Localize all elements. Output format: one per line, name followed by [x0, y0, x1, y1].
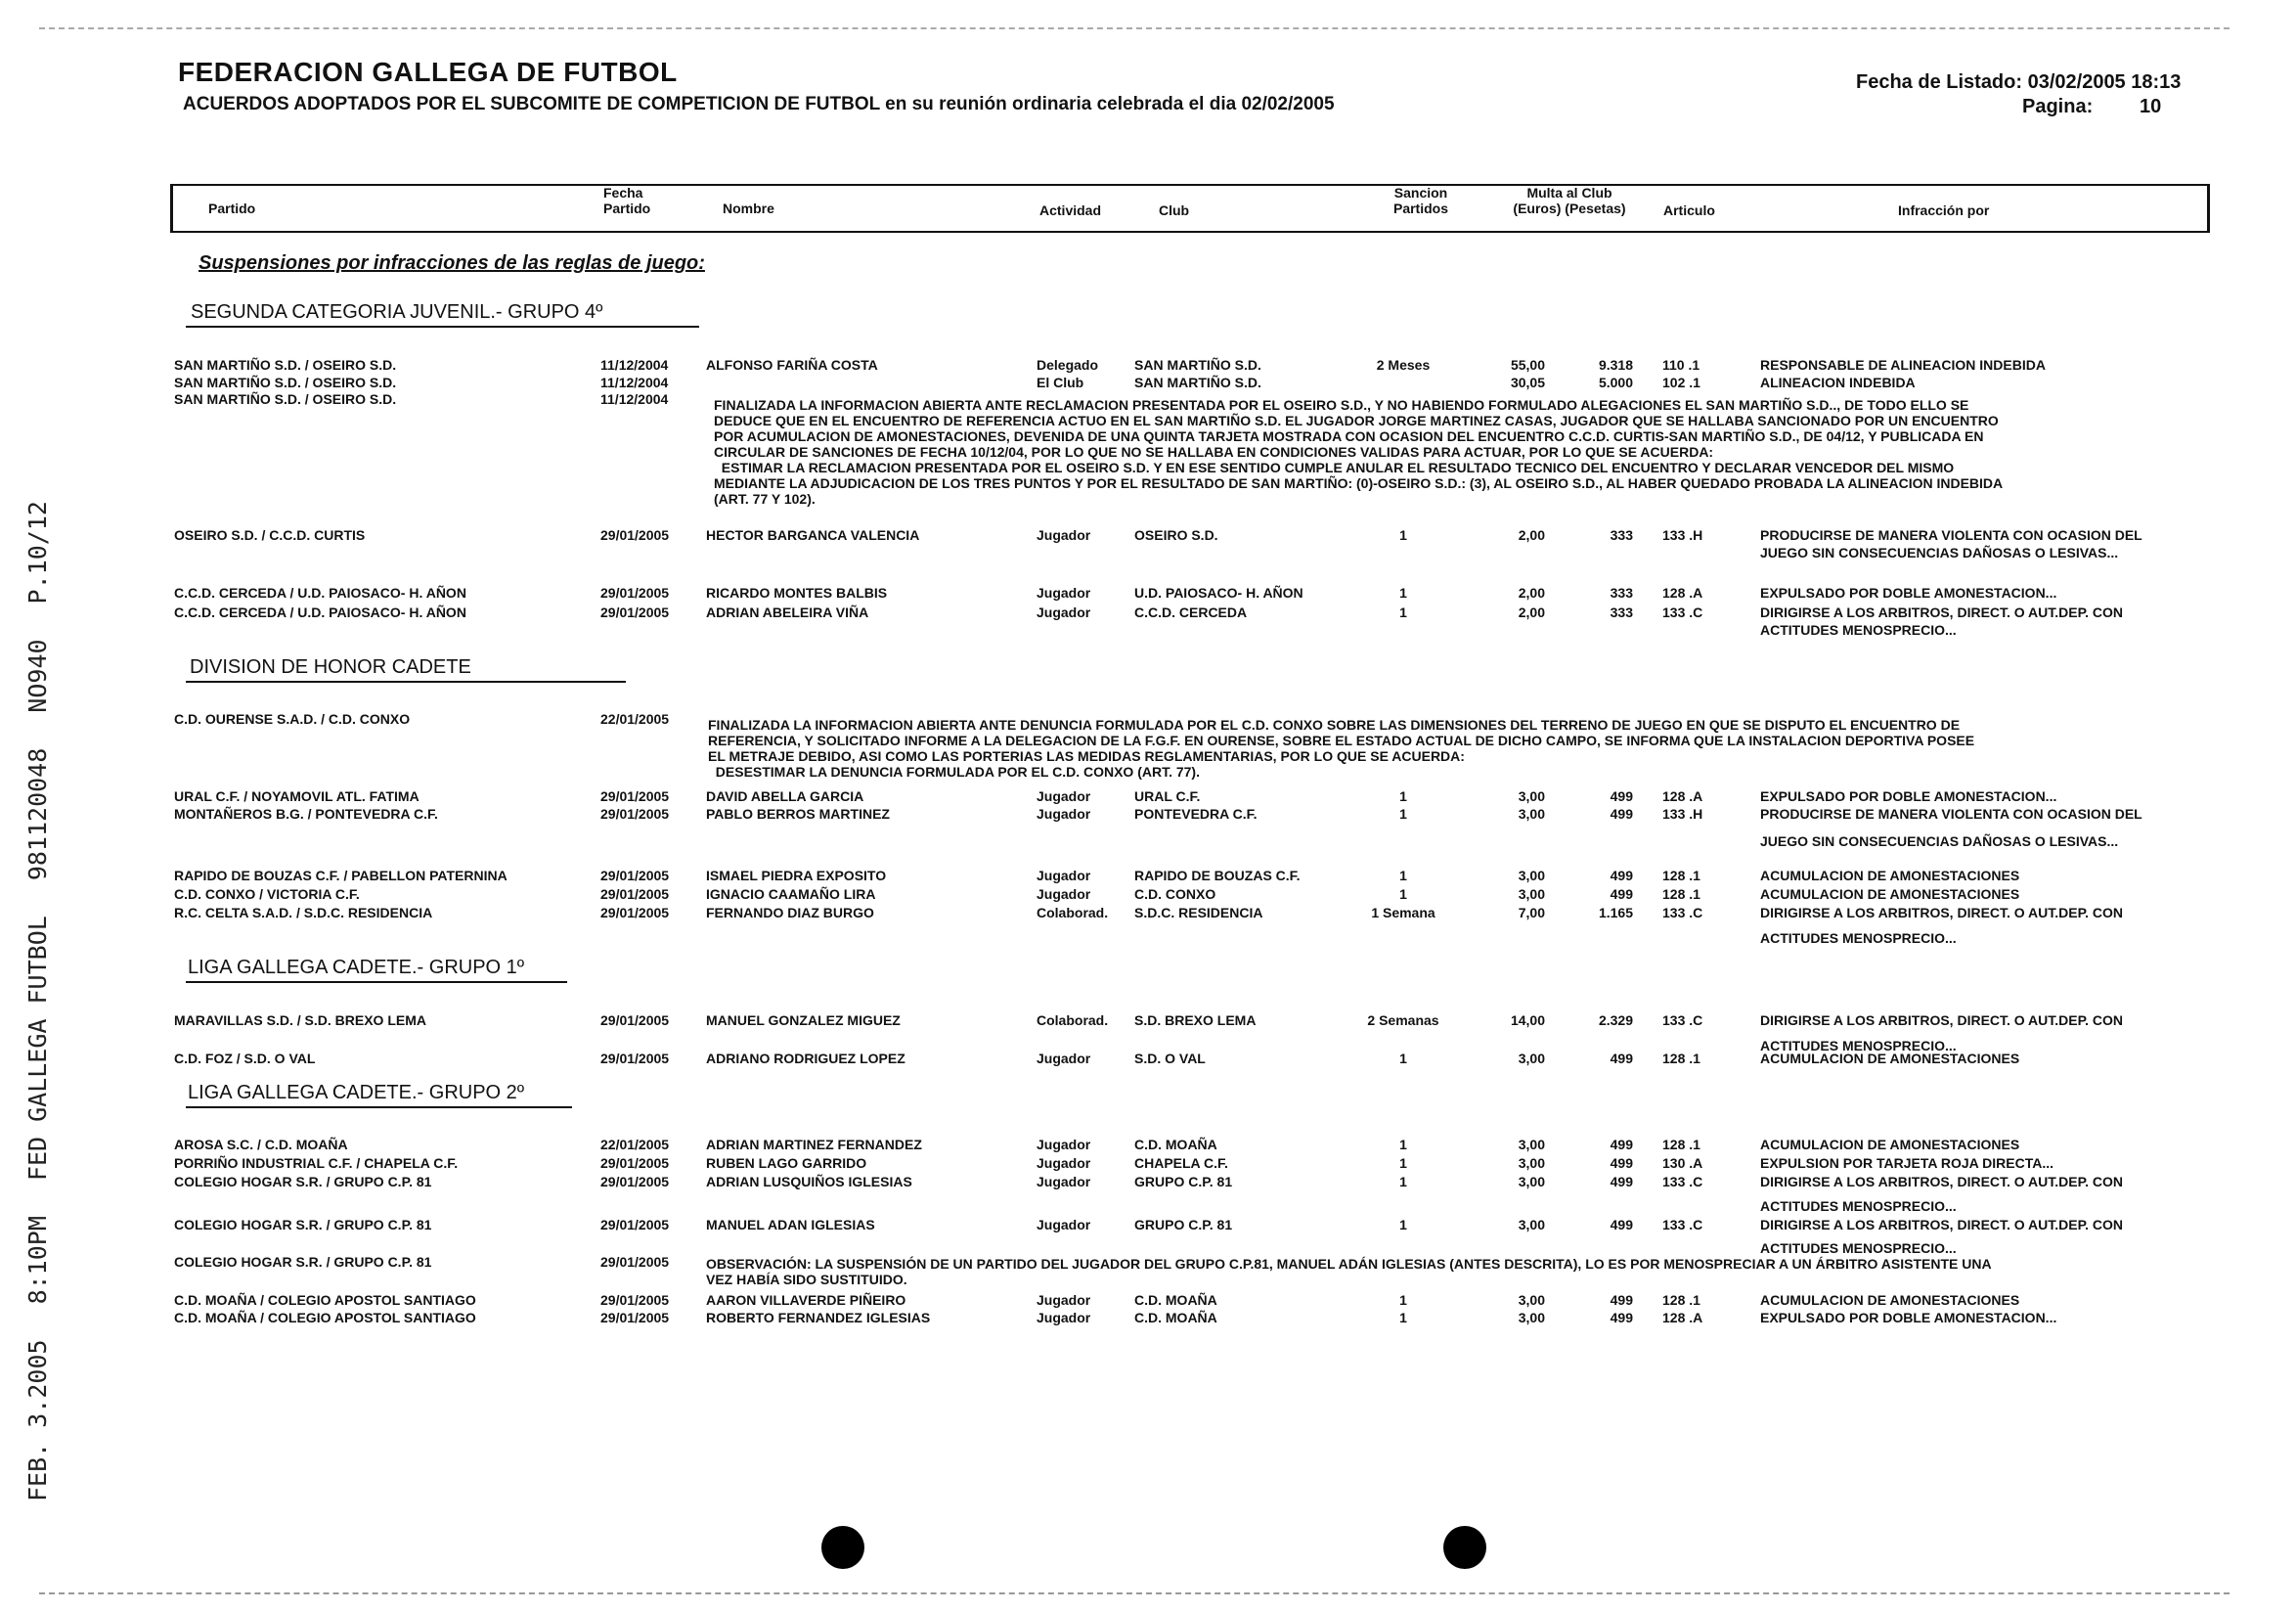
- table-row-continuation: [0, 833, 2296, 849]
- activity: Jugador: [1037, 1137, 1091, 1152]
- document-subtitle: ACUERDOS ADOPTADOS POR EL SUBCOMITE DE COMPETICION DE FUTBOL en su reunión ordinaria celebrada el dia 02/02/2005: [183, 94, 1335, 114]
- group-underline: [186, 681, 626, 683]
- col-club: Club: [1159, 202, 1190, 218]
- note-line: ESTIMAR LA RECLAMACION PRESENTADA POR EL OSEIRO S.D. Y EN ESE SENTIDO CUMPLE ANULAR EL RESULTADO TECNICO DEL ENCUENTRO Y DECLARAR VENCEDOR DEL MISMO: [714, 460, 1955, 475]
- match-date: 29/01/2005: [600, 1012, 670, 1028]
- group-title: LIGA GALLEGA CADETE.- GRUPO 2º: [188, 1082, 525, 1103]
- infraction: JUEGO SIN CONSECUENCIAS DAÑOSAS O LESIVAS...: [1760, 545, 2119, 560]
- club: S.D. BREXO LEMA: [1134, 1012, 1257, 1028]
- match-date: 29/01/2005: [600, 905, 670, 920]
- table-row: [0, 1051, 2296, 1066]
- person-name: ALFONSO FARIÑA COSTA: [706, 357, 878, 373]
- fine-euros: 7,00: [1518, 905, 1545, 920]
- table-row-continuation: [0, 545, 2296, 560]
- match: C.C.D. CERCEDA / U.D. PAIOSACO- H. AÑON: [174, 604, 466, 620]
- fine-pesetas: 1.165: [1598, 905, 1633, 920]
- col-infraction: Infracción por: [1898, 202, 1990, 218]
- article: 110 .1: [1662, 357, 1700, 373]
- club: U.D. PAIOSACO- H. AÑON: [1134, 585, 1303, 601]
- article: 128 .1: [1662, 886, 1700, 902]
- table-row: [0, 868, 2296, 883]
- match-date: 11/12/2004: [600, 375, 669, 390]
- col-fine-2: (Euros) (Pesetas): [1513, 201, 1626, 216]
- match-date: 29/01/2005: [600, 585, 670, 601]
- fax-time: 8:10PM: [23, 1216, 52, 1305]
- fax-sender: FED GALLEGA FUTBOL: [23, 916, 52, 1182]
- match: MONTAÑEROS B.G. / PONTEVEDRA C.F.: [174, 806, 438, 822]
- infraction: ACTITUDES MENOSPRECIO...: [1760, 1038, 1957, 1053]
- sanction: 1: [1399, 1137, 1407, 1152]
- sanction: 1: [1399, 1155, 1407, 1171]
- fine-pesetas: 499: [1610, 1217, 1633, 1232]
- fine-pesetas: 333: [1610, 585, 1633, 601]
- match-date: 22/01/2005: [600, 711, 670, 727]
- activity: Jugador: [1037, 1174, 1091, 1189]
- infraction: RESPONSABLE DE ALINEACION INDEBIDA: [1760, 357, 2046, 373]
- club: RAPIDO DE BOUZAS C.F.: [1134, 868, 1301, 883]
- article: 130 .A: [1662, 1155, 1703, 1171]
- match: C.D. OURENSE S.A.D. / C.D. CONXO: [174, 711, 411, 727]
- resolution-note: [714, 397, 2003, 507]
- sanction: 1: [1399, 868, 1407, 883]
- observation-note: [706, 1256, 1992, 1287]
- sanction: 1: [1399, 585, 1407, 601]
- infraction: EXPULSADO POR DOBLE AMONESTACION...: [1760, 585, 2057, 601]
- sanction: 2 Meses: [1376, 357, 1431, 373]
- fax-top-edge: [39, 27, 2230, 29]
- sanction: 1: [1399, 1174, 1407, 1189]
- page-number: 10: [2140, 96, 2162, 117]
- col-article: Articulo: [1663, 202, 1715, 218]
- sanction: 1: [1399, 886, 1407, 902]
- note-line: DEDUCE QUE EN EL ENCUENTRO DE REFERENCIA ACTUO EN EL SAN MARTIÑO S.D. EL JUGADOR JORGE MARTINEZ CASAS, JUGADOR QUE SE HALLABA SANCIONADO POR UN ENCUENTRO: [714, 413, 1999, 428]
- table-row: [0, 585, 2296, 601]
- match: OSEIRO S.D. / C.C.D. CURTIS: [174, 527, 366, 543]
- activity: Jugador: [1037, 1051, 1091, 1066]
- note-line: OBSERVACIÓN: LA SUSPENSIÓN DE UN PARTIDO DEL JUGADOR DEL GRUPO C.P.81, MANUEL ADÁN IGLESIAS (ANTES DESCRITA), LO ES POR MENOSPRECIAR A UN ÁRBITRO ASISTENTE UNA: [706, 1256, 1992, 1272]
- person-name: HECTOR BARGANCA VALENCIA: [706, 527, 920, 543]
- resolution-note: [708, 717, 1974, 780]
- person-name: ADRIAN LUSQUIÑOS IGLESIAS: [706, 1174, 912, 1189]
- article: 102 .1: [1662, 375, 1700, 390]
- match: C.D. FOZ / S.D. O VAL: [174, 1051, 316, 1066]
- group-title: SEGUNDA CATEGORIA JUVENIL.- GRUPO 4º: [191, 301, 603, 323]
- match: COLEGIO HOGAR S.R. / GRUPO C.P. 81: [174, 1217, 432, 1232]
- fine-pesetas: 499: [1610, 1174, 1633, 1189]
- article: 128 .1: [1662, 1137, 1700, 1152]
- activity: Jugador: [1037, 1155, 1091, 1171]
- activity: Colaborad.: [1037, 1012, 1109, 1028]
- match-date: 29/01/2005: [600, 527, 670, 543]
- person-name: ISMAEL PIEDRA EXPOSITO: [706, 868, 887, 883]
- activity: Jugador: [1037, 788, 1091, 804]
- match-date: 29/01/2005: [600, 1217, 670, 1232]
- person-name: DAVID ABELLA GARCIA: [706, 788, 864, 804]
- match-date: 11/12/2004: [600, 357, 669, 373]
- table-row: [0, 886, 2296, 902]
- fax-doc-no: NO940: [23, 639, 52, 713]
- person-name: ADRIANO RODRIGUEZ LOPEZ: [706, 1051, 905, 1066]
- person-name: AARON VILLAVERDE PIÑEIRO: [706, 1292, 906, 1308]
- sanction: 1: [1399, 527, 1407, 543]
- fine-pesetas: 5.000: [1598, 375, 1633, 390]
- club: URAL C.F.: [1134, 788, 1201, 804]
- table-row: [0, 1155, 2296, 1171]
- match: R.C. CELTA S.A.D. / S.D.C. RESIDENCIA: [174, 905, 433, 920]
- table-row: [0, 1012, 2296, 1028]
- article: 128 .1: [1662, 868, 1700, 883]
- match: COLEGIO HOGAR S.R. / GRUPO C.P. 81: [174, 1174, 432, 1189]
- person-name: FERNANDO DIAZ BURGO: [706, 905, 874, 920]
- fine-pesetas: 499: [1610, 1051, 1633, 1066]
- match: AROSA S.C. / C.D. MOAÑA: [174, 1137, 348, 1152]
- activity: Colaborad.: [1037, 905, 1109, 920]
- fine-euros: 2,00: [1518, 604, 1545, 620]
- infraction: ACTITUDES MENOSPRECIO...: [1760, 1240, 1957, 1256]
- fine-euros: 3,00: [1518, 788, 1545, 804]
- note-line: (ART. 77 Y 102).: [714, 491, 816, 507]
- sanction: 1: [1399, 604, 1407, 620]
- match: PORRIÑO INDUSTRIAL C.F. / CHAPELA C.F.: [174, 1155, 459, 1171]
- listing-date: Fecha de Listado: 03/02/2005 18:13: [1856, 71, 2182, 93]
- club: SAN MARTIÑO S.D.: [1134, 375, 1261, 390]
- infraction: DIRIGIRSE A LOS ARBITROS, DIRECT. O AUT.DEP. CON: [1760, 1217, 2124, 1232]
- fine-pesetas: 499: [1610, 868, 1633, 883]
- infraction: ACUMULACION DE AMONESTACIONES: [1760, 886, 2020, 902]
- note-line: EL METRAJE DEBIDO, ASI COMO LAS PORTERIAS LAS MEDIDAS REGLAMENTARIAS, POR LO QUE SE ACUERDA:: [708, 748, 1465, 764]
- table-row: [0, 604, 2296, 620]
- match-date: 11/12/2004: [600, 391, 669, 407]
- infraction: EXPULSADO POR DOBLE AMONESTACION...: [1760, 788, 2057, 804]
- fine-euros: 30,05: [1510, 375, 1545, 390]
- match-date: 29/01/2005: [600, 788, 670, 804]
- sanction: 1: [1399, 1217, 1407, 1232]
- match: RAPIDO DE BOUZAS C.F. / PABELLON PATERNINA: [174, 868, 508, 883]
- match-date: 29/01/2005: [600, 1174, 670, 1189]
- activity: Jugador: [1037, 1310, 1091, 1325]
- note-line: POR ACUMULACION DE AMONESTACIONES, DEVENIDA DE UNA QUINTA TARJETA MOSTRADA CON OCASION DEL ENCUENTRO C.C.D. CURTIS-SAN MARTIÑO S.D., DE 04/12, Y PUBLICADA EN: [714, 428, 1984, 444]
- col-date-2: Partido: [603, 201, 651, 216]
- infraction: ALINEACION INDEBIDA: [1760, 375, 1916, 390]
- club: OSEIRO S.D.: [1134, 527, 1218, 543]
- article: 133 .H: [1662, 806, 1703, 822]
- sanction: 1 Semana: [1371, 905, 1435, 920]
- activity: Jugador: [1037, 806, 1091, 822]
- fax-page: P.10/12: [23, 501, 52, 604]
- article: 133 .C: [1662, 604, 1703, 620]
- club: SAN MARTIÑO S.D.: [1134, 357, 1261, 373]
- fine-euros: 2,00: [1518, 585, 1545, 601]
- table-row: [0, 806, 2296, 822]
- table-row-continuation: [0, 1198, 2296, 1214]
- infraction: ACTITUDES MENOSPRECIO...: [1760, 1198, 1957, 1214]
- table-row: [0, 1137, 2296, 1152]
- article: 133 .C: [1662, 1012, 1703, 1028]
- match-date: 29/01/2005: [600, 868, 670, 883]
- col-activity: Actividad: [1039, 202, 1102, 218]
- match-date: 29/01/2005: [600, 886, 670, 902]
- col-name: Nombre: [723, 201, 774, 216]
- fine-euros: 3,00: [1518, 868, 1545, 883]
- fine-pesetas: 333: [1610, 527, 1633, 543]
- person-name: MANUEL GONZALEZ MIGUEZ: [706, 1012, 901, 1028]
- club: GRUPO C.P. 81: [1134, 1174, 1233, 1189]
- infraction: DIRIGIRSE A LOS ARBITROS, DIRECT. O AUT.DEP. CON: [1760, 604, 2124, 620]
- table-row: [0, 375, 2296, 390]
- infraction: ACTITUDES MENOSPRECIO...: [1760, 622, 1957, 638]
- infraction: DIRIGIRSE A LOS ARBITROS, DIRECT. O AUT.DEP. CON: [1760, 1012, 2124, 1028]
- note-line: REFERENCIA, Y SOLICITADO INFORME A LA DELEGACION DE LA F.G.F. EN OURENSE, SOBRE EL ESTADO ACTUAL DE DICHO CAMPO, SE INFORMA QUE LA INSTALACION DEPORTIVA POSEE: [708, 733, 1975, 748]
- article: 133 .C: [1662, 1174, 1703, 1189]
- activity: Jugador: [1037, 585, 1091, 601]
- fine-euros: 3,00: [1518, 1292, 1545, 1308]
- col-sanction-1: Sancion: [1393, 185, 1448, 201]
- group-title: LIGA GALLEGA CADETE.- GRUPO 1º: [188, 957, 525, 978]
- match-date: 29/01/2005: [600, 1155, 670, 1171]
- punch-hole: [821, 1526, 864, 1569]
- fine-pesetas: 499: [1610, 1137, 1633, 1152]
- match-date: 29/01/2005: [600, 1254, 670, 1270]
- person-name: MANUEL ADAN IGLESIAS: [706, 1217, 875, 1232]
- note-line: CIRCULAR DE SANCIONES DE FECHA 10/12/04, POR LO QUE NO SE HALLABA EN CONDICIONES VALIDAS PARA ACTUAR, POR LO QUE SE ACUERDA:: [714, 444, 1714, 460]
- activity: Delegado: [1037, 357, 1099, 373]
- fine-euros: 3,00: [1518, 1310, 1545, 1325]
- fine-euros: 14,00: [1510, 1012, 1545, 1028]
- document-title: FEDERACION GALLEGA DE FUTBOL: [178, 57, 678, 87]
- match-date: 22/01/2005: [600, 1137, 670, 1152]
- person-name: PABLO BERROS MARTINEZ: [706, 806, 890, 822]
- match: C.D. MOAÑA / COLEGIO APOSTOL SANTIAGO: [174, 1292, 476, 1308]
- fax-number: 981120048: [23, 747, 52, 881]
- fine-euros: 3,00: [1518, 806, 1545, 822]
- activity: Jugador: [1037, 1292, 1091, 1308]
- fine-euros: 3,00: [1518, 1051, 1545, 1066]
- table-row-continuation: [0, 622, 2296, 638]
- club: C.D. MOAÑA: [1134, 1137, 1217, 1152]
- article: 128 .A: [1662, 1310, 1703, 1325]
- article: 133 .C: [1662, 905, 1703, 920]
- col-sanction-2: Partidos: [1392, 201, 1448, 216]
- match-date: 29/01/2005: [600, 1051, 670, 1066]
- match-date: 29/01/2005: [600, 604, 670, 620]
- group-underline: [186, 326, 699, 328]
- infraction: ACUMULACION DE AMONESTACIONES: [1760, 1051, 2020, 1066]
- infraction: ACTITUDES MENOSPRECIO...: [1760, 930, 1957, 946]
- note-line: FINALIZADA LA INFORMACION ABIERTA ANTE RECLAMACION PRESENTADA POR EL OSEIRO S.D., Y NO HABIENDO FORMULADO ALEGACIONES EL SAN MARTIÑO S.D.., DE TODO ELLO SE: [714, 397, 1969, 413]
- fax-date: FEB. 3.2005: [23, 1339, 52, 1501]
- match-date: 29/01/2005: [600, 806, 670, 822]
- column-header-box: [170, 184, 2210, 233]
- club: C.D. MOAÑA: [1134, 1292, 1217, 1308]
- sanction: 2 Semanas: [1367, 1012, 1439, 1028]
- table-row: [0, 905, 2296, 920]
- col-match: Partido: [208, 201, 256, 216]
- fine-pesetas: 499: [1610, 788, 1633, 804]
- match: SAN MARTIÑO S.D. / OSEIRO S.D.: [174, 375, 397, 390]
- infraction: ACUMULACION DE AMONESTACIONES: [1760, 1292, 2020, 1308]
- note-line: MEDIANTE LA ADJUDICACION DE LOS TRES PUNTOS Y POR EL RESULTADO DE SAN MARTIÑO: (0)-OSEIRO S.D.: (3), AL OSEIRO S.D., AL HABER QUEDADO PROBADA LA ALINEACION INDEBIDA: [714, 475, 2004, 491]
- fine-pesetas: 499: [1610, 806, 1633, 822]
- activity: Jugador: [1037, 604, 1091, 620]
- col-fine-1: Multa al Club: [1526, 185, 1612, 201]
- group-underline: [186, 981, 567, 983]
- activity: Jugador: [1037, 886, 1091, 902]
- group-underline: [186, 1106, 572, 1108]
- fine-euros: 55,00: [1510, 357, 1545, 373]
- fine-euros: 3,00: [1518, 1174, 1545, 1189]
- fine-euros: 3,00: [1518, 1137, 1545, 1152]
- group-title: DIVISION DE HONOR CADETE: [190, 656, 471, 678]
- fine-pesetas: 499: [1610, 886, 1633, 902]
- note-line: FINALIZADA LA INFORMACION ABIERTA ANTE DENUNCIA FORMULADA POR EL C.D. CONXO SOBRE LAS DIMENSIONES DEL TERRENO DE JUEGO EN QUE SE DISPUTO EL ENCUENTRO DE: [708, 717, 1961, 733]
- page-label: Pagina:: [2022, 96, 2094, 117]
- fine-pesetas: 499: [1610, 1310, 1633, 1325]
- table-row: [0, 357, 2296, 373]
- activity: Jugador: [1037, 1217, 1091, 1232]
- match: COLEGIO HOGAR S.R. / GRUPO C.P. 81: [174, 1254, 432, 1270]
- sanction: 1: [1399, 806, 1407, 822]
- club: S.D. O VAL: [1134, 1051, 1206, 1066]
- infraction: ACUMULACION DE AMONESTACIONES: [1760, 1137, 2020, 1152]
- person-name: ROBERTO FERNANDEZ IGLESIAS: [706, 1310, 931, 1325]
- person-name: RUBEN LAGO GARRIDO: [706, 1155, 867, 1171]
- table-row: [0, 788, 2296, 804]
- person-name: RICARDO MONTES BALBIS: [706, 585, 888, 601]
- fax-bottom-edge: [39, 1592, 2230, 1594]
- article: 128 .1: [1662, 1051, 1700, 1066]
- sanction: 1: [1399, 1292, 1407, 1308]
- match-date: 29/01/2005: [600, 1310, 670, 1325]
- activity: Jugador: [1037, 527, 1091, 543]
- fine-pesetas: 9.318: [1598, 357, 1633, 373]
- section-title: Suspensiones por infracciones de las reglas de juego:: [199, 252, 705, 274]
- activity: Jugador: [1037, 868, 1091, 883]
- match: C.D. MOAÑA / COLEGIO APOSTOL SANTIAGO: [174, 1310, 476, 1325]
- table-row-continuation: [0, 930, 2296, 946]
- fine-pesetas: 499: [1610, 1292, 1633, 1308]
- infraction: EXPULSADO POR DOBLE AMONESTACION...: [1760, 1310, 2057, 1325]
- fine-euros: 3,00: [1518, 1217, 1545, 1232]
- table-row: [0, 1292, 2296, 1308]
- note-line: VEZ HABÍA SIDO SUSTITUIDO.: [706, 1272, 907, 1287]
- sanction: 1: [1399, 1310, 1407, 1325]
- infraction: ACUMULACION DE AMONESTACIONES: [1760, 868, 2020, 883]
- fine-pesetas: 2.329: [1598, 1012, 1633, 1028]
- article: 128 .A: [1662, 788, 1703, 804]
- article: 133 .C: [1662, 1217, 1703, 1232]
- note-line: DESESTIMAR LA DENUNCIA FORMULADA POR EL C.D. CONXO (ART. 77).: [708, 764, 1200, 780]
- infraction: PRODUCIRSE DE MANERA VIOLENTA CON OCASION DEL: [1760, 806, 2142, 822]
- article: 128 .1: [1662, 1292, 1700, 1308]
- club: PONTEVEDRA C.F.: [1134, 806, 1258, 822]
- fine-pesetas: 333: [1610, 604, 1633, 620]
- person-name: IGNACIO CAAMAÑO LIRA: [706, 886, 876, 902]
- col-date-1: Fecha: [603, 185, 643, 201]
- fine-pesetas: 499: [1610, 1155, 1633, 1171]
- club: GRUPO C.P. 81: [1134, 1217, 1233, 1232]
- infraction: DIRIGIRSE A LOS ARBITROS, DIRECT. O AUT.DEP. CON: [1760, 1174, 2124, 1189]
- infraction: PRODUCIRSE DE MANERA VIOLENTA CON OCASION DEL: [1760, 527, 2142, 543]
- sanction: 1: [1399, 1051, 1407, 1066]
- punch-hole: [1443, 1526, 1486, 1569]
- table-row: [0, 527, 2296, 543]
- person-name: ADRIAN MARTINEZ FERNANDEZ: [706, 1137, 922, 1152]
- match: MARAVILLAS S.D. / S.D. BREXO LEMA: [174, 1012, 426, 1028]
- activity: El Club: [1037, 375, 1084, 390]
- infraction: JUEGO SIN CONSECUENCIAS DAÑOSAS O LESIVAS...: [1760, 833, 2119, 849]
- table-row: [0, 1217, 2296, 1232]
- person-name: ADRIAN ABELEIRA VIÑA: [706, 604, 869, 620]
- club: CHAPELA C.F.: [1134, 1155, 1228, 1171]
- match: SAN MARTIÑO S.D. / OSEIRO S.D.: [174, 391, 397, 407]
- club: C.D. CONXO: [1134, 886, 1216, 902]
- match-date: 29/01/2005: [600, 1292, 670, 1308]
- match: URAL C.F. / NOYAMOVIL ATL. FATIMA: [174, 788, 419, 804]
- infraction: DIRIGIRSE A LOS ARBITROS, DIRECT. O AUT.DEP. CON: [1760, 905, 2124, 920]
- match: C.C.D. CERCEDA / U.D. PAIOSACO- H. AÑON: [174, 585, 466, 601]
- fine-euros: 3,00: [1518, 1155, 1545, 1171]
- match: SAN MARTIÑO S.D. / OSEIRO S.D.: [174, 357, 397, 373]
- article: 128 .A: [1662, 585, 1703, 601]
- club: C.C.D. CERCEDA: [1134, 604, 1248, 620]
- fine-euros: 2,00: [1518, 527, 1545, 543]
- club: S.D.C. RESIDENCIA: [1134, 905, 1263, 920]
- match: C.D. CONXO / VICTORIA C.F.: [174, 886, 360, 902]
- table-row: [0, 1310, 2296, 1325]
- fine-euros: 3,00: [1518, 886, 1545, 902]
- article: 133 .H: [1662, 527, 1703, 543]
- table-row: [0, 1174, 2296, 1189]
- sanction: 1: [1399, 788, 1407, 804]
- infraction: EXPULSION POR TARJETA ROJA DIRECTA...: [1760, 1155, 2053, 1171]
- club: C.D. MOAÑA: [1134, 1310, 1217, 1325]
